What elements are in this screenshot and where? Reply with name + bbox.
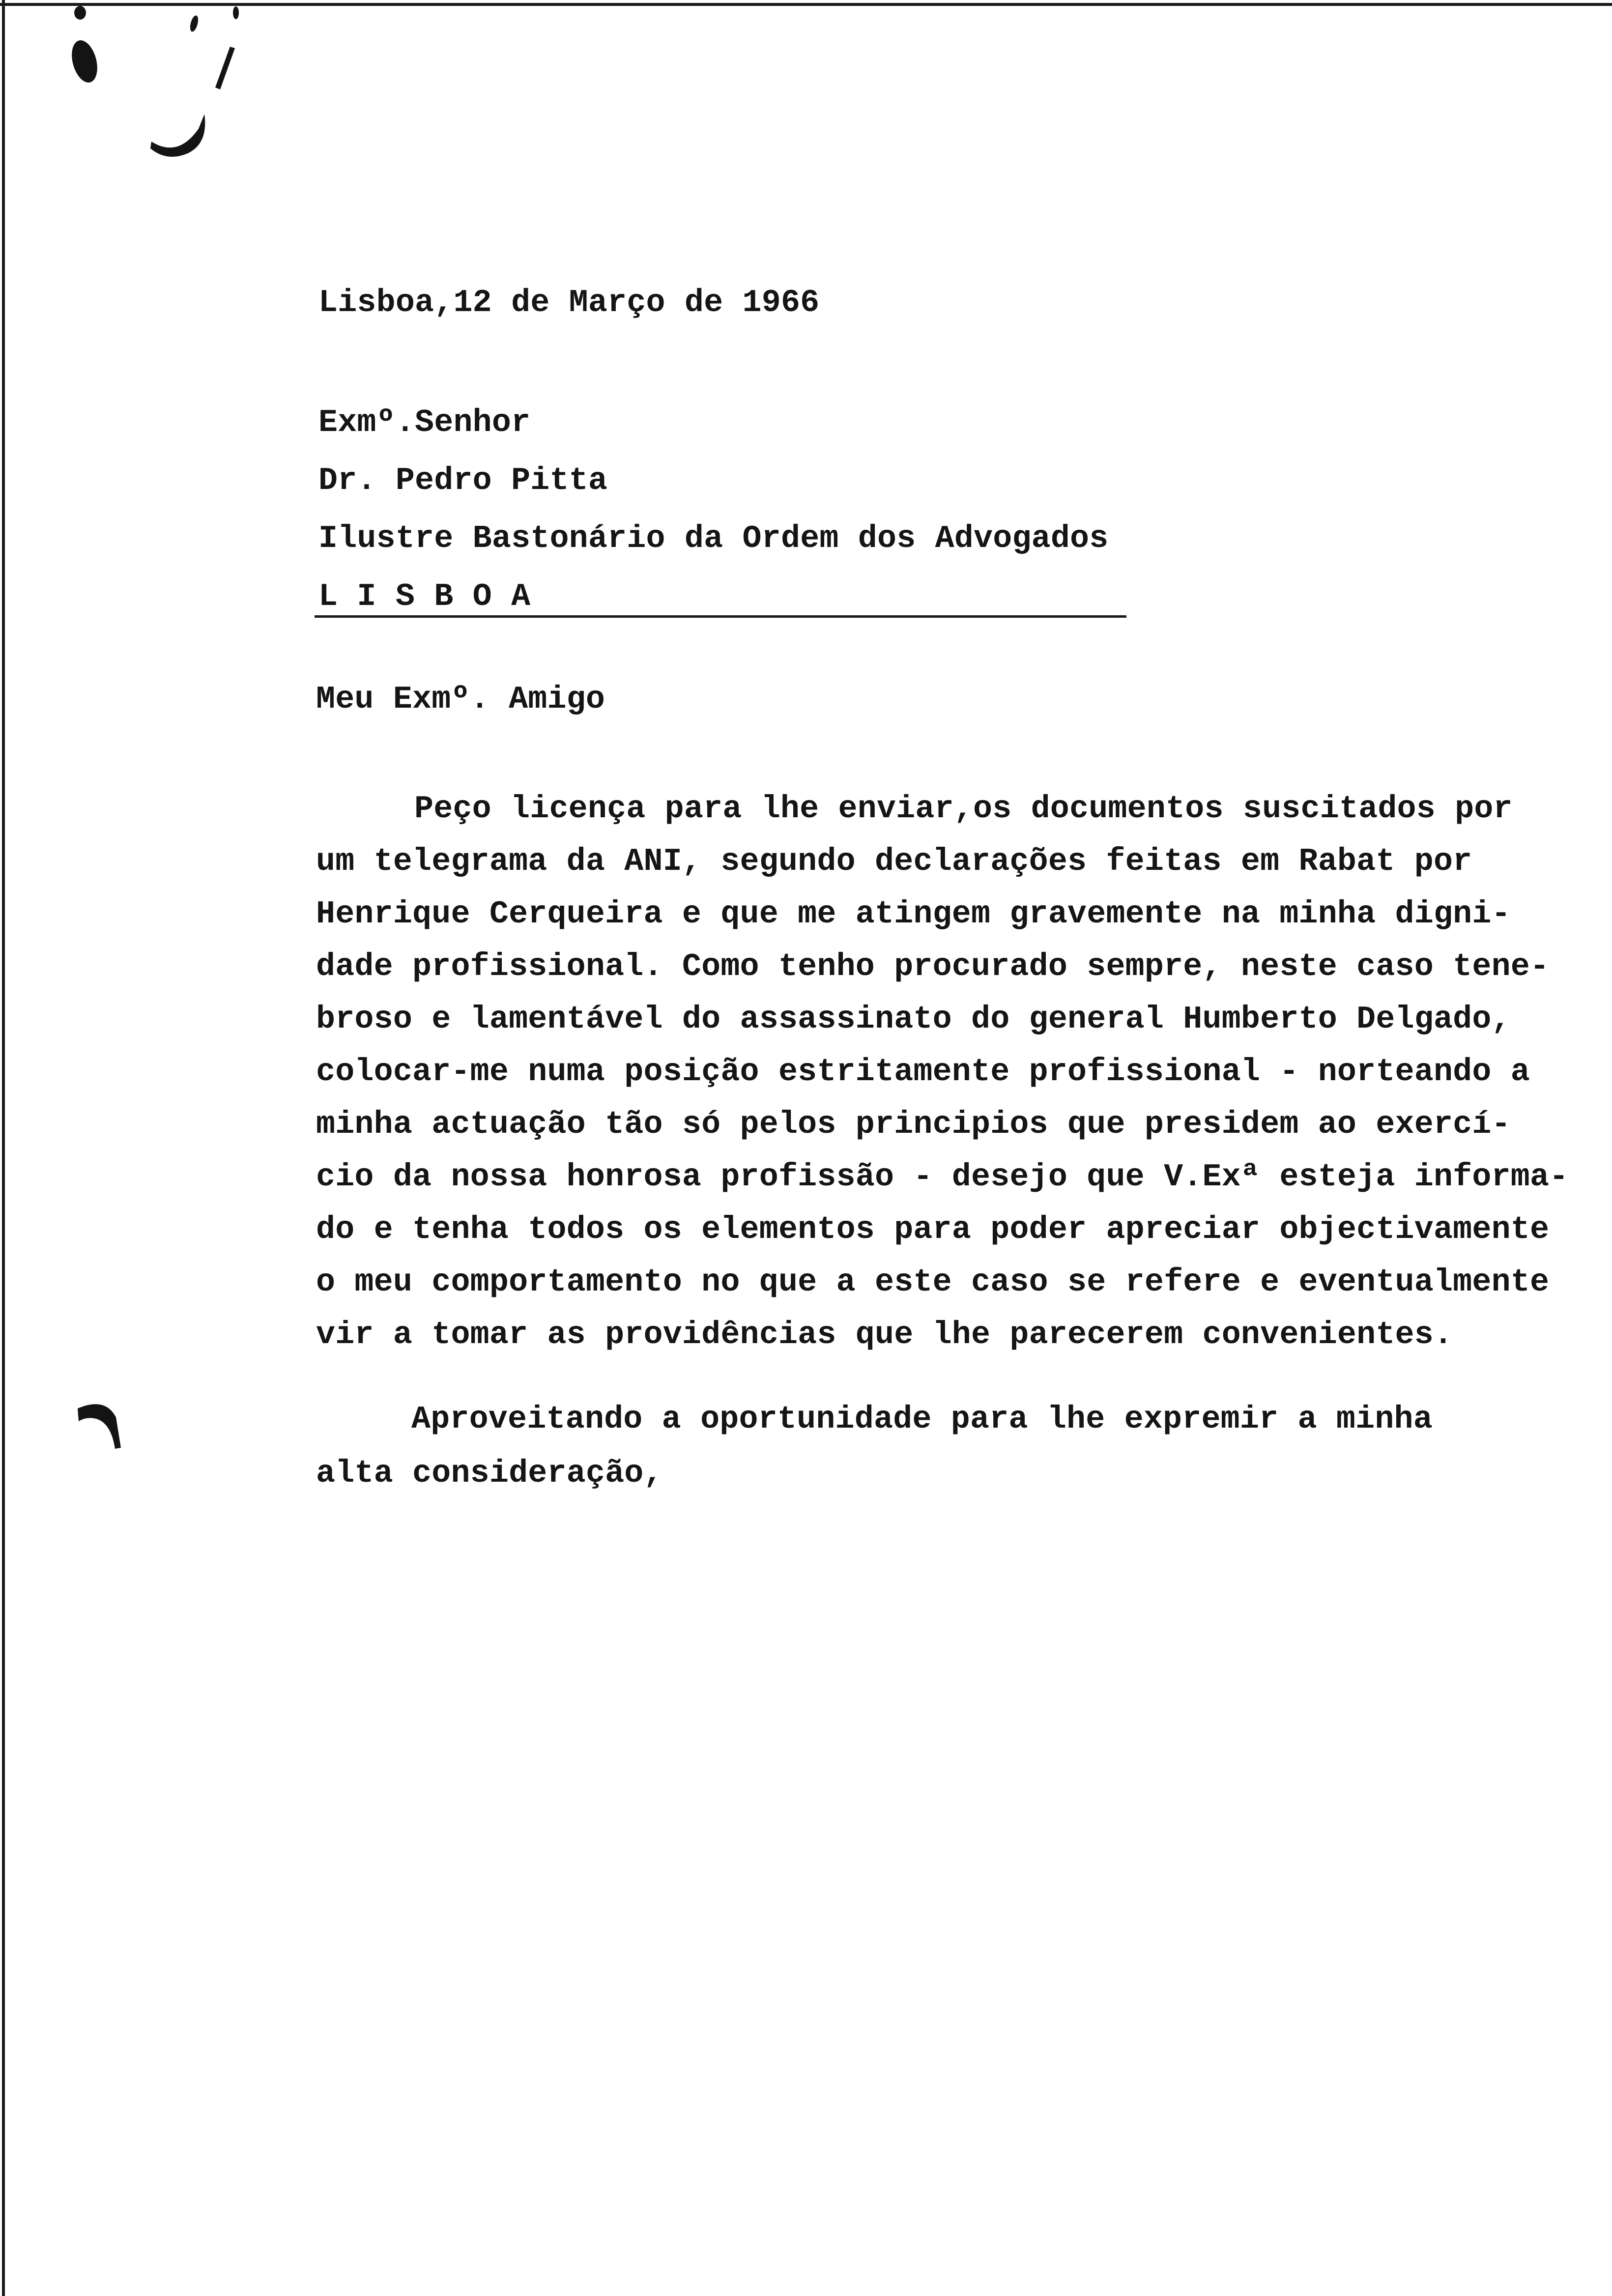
ink-smudge (233, 6, 239, 19)
paragraph-line: alta consideração, (316, 1455, 663, 1492)
paragraph-line: minha actuação tão só pelos principios que presidem ao exercí- (316, 1106, 1511, 1143)
recipient-city: L I S B O A (318, 578, 531, 615)
body-paragraph-2 (316, 1392, 1433, 1500)
paragraph-line: broso e lamentável do assassinato do general Humberto Delgado, (316, 1001, 1511, 1037)
city-underline (315, 615, 1126, 618)
body-paragraph-1 (316, 783, 1568, 1361)
greeting: Meu Exmº. Amigo (316, 681, 605, 718)
paragraph-line: Aproveitando a oportunidade para lhe expremir a minha (411, 1401, 1433, 1437)
paragraph-line: o meu comportamento no que a este caso se refere e eventualmente (316, 1264, 1550, 1300)
paragraph-line: vir a tomar as providências que lhe parecerem convenientes. (316, 1317, 1453, 1353)
greeting-block (316, 673, 605, 726)
paragraph-line: um telegrama da ANI, segundo declarações feitas em Rabat por (316, 843, 1472, 880)
paragraph-line: cio da nossa honrosa profissão - desejo que V.Exª esteja informa- (316, 1159, 1569, 1195)
letter-date: Lisboa,12 de Março de 1966 (318, 285, 820, 321)
ink-smudge (78, 1404, 121, 1449)
ink-smudge (150, 114, 205, 157)
paragraph-line: dade profissional. Como tenho procurado sempre, neste caso tene- (316, 948, 1550, 985)
ink-smudge (215, 47, 235, 89)
recipient-name: Dr. Pedro Pitta (318, 462, 608, 499)
recipient-honorific: Exmº.Senhor (318, 404, 531, 441)
paragraph-line: Peço licença para lhe enviar,os documentos suscitados por (414, 791, 1513, 827)
ink-smudge (67, 37, 101, 85)
recipient-address (318, 394, 1108, 626)
paragraph-line: colocar-me numa posição estritamente profissional - norteando a (316, 1054, 1530, 1090)
paragraph-line: Henrique Cerqueira e que me atingem gravemente na minha digni- (316, 896, 1511, 932)
ink-smudge (74, 6, 86, 20)
letter-date-block (318, 277, 819, 329)
paragraph-line: do e tenha todos os elementos para poder apreciar objectivamente (316, 1211, 1550, 1248)
ink-smudge (189, 15, 200, 32)
recipient-title: Ilustre Bastonário da Ordem dos Advogados (318, 520, 1109, 557)
